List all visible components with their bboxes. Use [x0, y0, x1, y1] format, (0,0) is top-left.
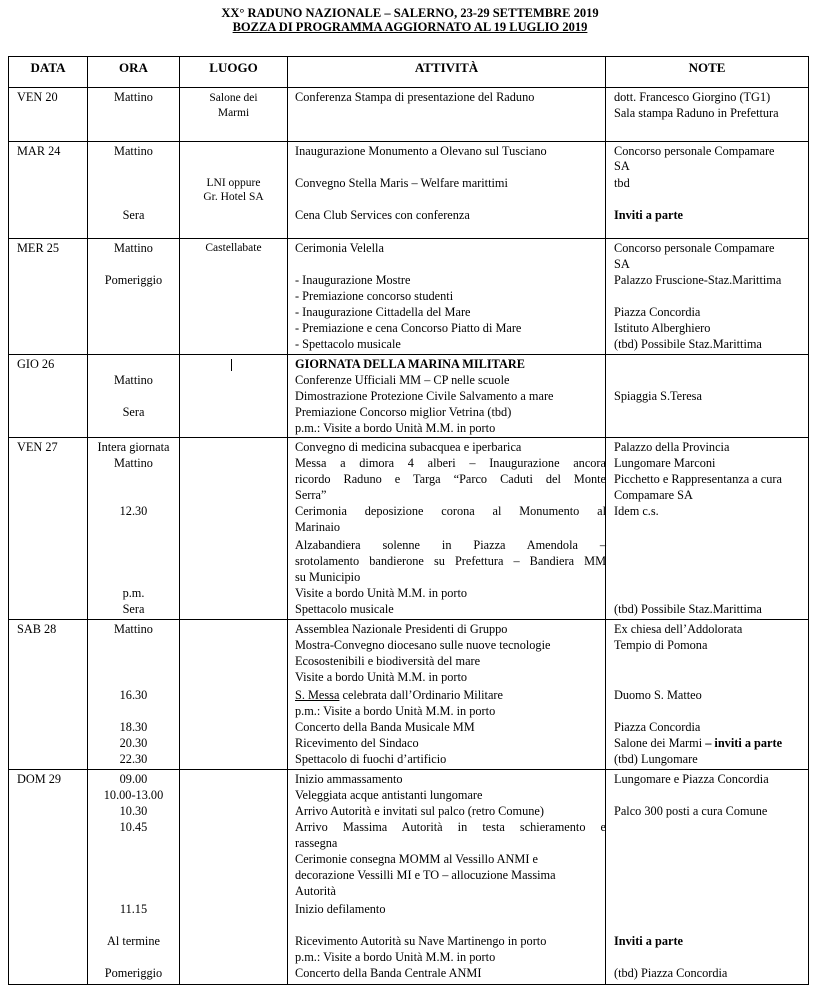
activity-text: p.m.: Visite a bordo Unità M.M. in porto [295, 421, 496, 435]
day-label: MAR 24 [17, 144, 61, 158]
time-cell [87, 770, 179, 984]
table-row [8, 87, 809, 142]
activity-text: Cerimonie consegna MOMM al Vessillo ANMI e [295, 852, 538, 866]
place-cell [179, 142, 287, 238]
note-cell [605, 355, 808, 437]
activity-text: - Inaugurazione Mostre [295, 273, 411, 287]
activity-text: Cerimonia Velella [295, 241, 384, 255]
note-text: Concorso personale Compamare [614, 241, 775, 255]
activity-text: Marinaio [295, 520, 341, 534]
activity-text: Messa a dimora 4 alberi – Inaugurazione ancora [295, 456, 606, 470]
table-row [8, 619, 809, 770]
column-header-note: NOTE [605, 57, 808, 87]
activity-text: Convegno Stella Maris – Welfare marittimi [295, 176, 508, 190]
day-label: GIO 26 [17, 357, 55, 371]
note-text: tbd [614, 176, 630, 190]
time-text: 22.30 [119, 752, 148, 766]
document-subtitle: BOZZA DI PROGRAMMA AGGIORNATO AL 19 LUGLIO 2019 [232, 20, 588, 34]
place-text: LNI oppure [206, 177, 261, 189]
activity-text: Cerimonia deposizione corona al Monumento al [295, 504, 606, 518]
activity-text: Dimostrazione Protezione Civile Salvamento a mare [295, 389, 554, 403]
activity-text: Mostra-Convegno diocesano sulle nuove tecnologie [295, 638, 551, 652]
note-text [614, 736, 782, 751]
time-text: Mattino [114, 90, 153, 104]
schedule-table [8, 57, 809, 985]
activity-text: Spettacolo di fuochi d’artificio [295, 752, 447, 766]
note-text: Inviti a parte [614, 934, 683, 948]
activity-text: ricordo Raduno e Targa “Parco Caduti del Monte [295, 472, 606, 486]
activity-text [295, 688, 503, 703]
place-cell [179, 88, 287, 141]
document-title: XX° RADUNO NAZIONALE – SALERNO, 23-29 SETTEMBRE 2019 [221, 6, 599, 20]
note-text: Inviti a parte [614, 208, 683, 222]
day-cell [9, 438, 87, 619]
activity-text: Conferenza Stampa di presentazione del Raduno [295, 90, 535, 104]
time-text: 18.30 [119, 720, 148, 734]
note-text: Tempio di Pomona [614, 638, 708, 652]
note-text: dott. Francesco Giorgino (TG1) [614, 90, 771, 104]
activity-text: srotolamento bandierone su Prefettura – Bandiera MM [295, 554, 606, 568]
place-cell [179, 355, 287, 437]
activity-text: Cena Club Services con conferenza [295, 208, 470, 222]
day-label: MER 25 [17, 241, 60, 255]
activity-text: - Inaugurazione Cittadella del Mare [295, 305, 471, 319]
day-cell [9, 142, 87, 238]
column-header-attivita: ATTIVITÀ [287, 57, 605, 87]
time-cell [87, 239, 179, 354]
place-cell [179, 239, 287, 354]
activity-text: Assemblea Nazionale Presidenti di Gruppo [295, 622, 508, 636]
table-row [8, 437, 809, 620]
activity-cell [287, 88, 605, 141]
table-row [8, 354, 809, 438]
activity-cell [287, 620, 605, 769]
invitation-text: – inviti a parte [705, 736, 783, 750]
activity-text: Inizio defilamento [295, 902, 386, 916]
time-text: 11.15 [119, 902, 148, 916]
column-header-data: DATA [30, 60, 66, 75]
time-text: Sera [122, 405, 145, 419]
note-text: Compamare SA [614, 488, 693, 502]
activity-text: Convegno di medicina subacquea e iperbarica [295, 440, 522, 454]
day-label: DOM 29 [17, 772, 62, 786]
place-text: Marmi [217, 107, 250, 119]
note-text: Concorso personale Compamare [614, 144, 775, 158]
time-text: 10.00-13.00 [103, 788, 164, 802]
text-cursor-mark [231, 359, 232, 371]
activity-text: Alzabandiera solenne in Piazza Amendola – [295, 538, 606, 552]
note-cell [605, 239, 808, 354]
activity-text: Autorità [295, 884, 336, 898]
table-row [8, 769, 809, 985]
note-text: SA [614, 257, 630, 271]
activity-text: - Spettacolo musicale [295, 337, 401, 351]
activity-text: Ricevimento Autorità su Nave Martinengo in porto [295, 934, 547, 948]
note-text: Duomo S. Matteo [614, 688, 702, 702]
note-text: Piazza Concordia [614, 305, 701, 319]
day-label: VEN 27 [17, 440, 58, 454]
time-text: 16.30 [119, 688, 148, 702]
activity-text: p.m.: Visite a bordo Unità M.M. in porto [295, 704, 496, 718]
time-text: Pomeriggio [104, 966, 163, 980]
activity-text: Premiazione Concorso miglior Vetrina (tbd) [295, 405, 512, 419]
activity-text: Visite a bordo Unità M.M. in porto [295, 586, 468, 600]
activity-text: Inizio ammassamento [295, 772, 403, 786]
activity-text: Serra” [295, 488, 327, 502]
column-header-ora: ORA [87, 57, 179, 87]
column-header-luogo: LUOGO [179, 57, 287, 87]
note-text: Lungomare e Piazza Concordia [614, 772, 769, 786]
time-cell [87, 355, 179, 437]
time-text: p.m. [122, 586, 145, 600]
activity-text: rassegna [295, 836, 338, 850]
activity-cell [287, 770, 605, 984]
note-text: Palazzo della Provincia [614, 440, 730, 454]
note-text: Piazza Concordia [614, 720, 701, 734]
time-text: 20.30 [119, 736, 148, 750]
time-text: Mattino [114, 622, 153, 636]
activity-text: Arrivo Autorità e invitati sul palco (retro Comune) [295, 804, 544, 818]
activity-text: - Premiazione e cena Concorso Piatto di Mare [295, 321, 522, 335]
time-text: 12.30 [119, 504, 148, 518]
note-cell [605, 438, 808, 619]
reception-place-text: Salone dei Marmi [614, 736, 703, 750]
note-cell [605, 142, 808, 238]
day-cell [9, 620, 87, 769]
time-cell [87, 88, 179, 141]
activity-cell [287, 239, 605, 354]
activity-text: Ricevimento del Sindaco [295, 736, 419, 750]
day-cell [9, 88, 87, 141]
activity-text: Veleggiata acque antistanti lungomare [295, 788, 483, 802]
note-text: (tbd) Lungomare [614, 752, 698, 766]
note-text: (tbd) Possibile Staz.Marittima [614, 602, 762, 616]
time-text: Mattino [114, 241, 153, 255]
place-cell [179, 438, 287, 619]
note-cell [605, 620, 808, 769]
note-text: Istituto Alberghiero [614, 321, 711, 335]
day-label: SAB 28 [17, 622, 57, 636]
note-text: (tbd) Possibile Staz.Marittima [614, 337, 762, 351]
activity-text: Spettacolo musicale [295, 602, 394, 616]
note-text: Idem c.s. [614, 504, 659, 518]
day-cell [9, 239, 87, 354]
activity-text: decorazione Vessilli MI e TO – allocuzione Massima [295, 868, 556, 882]
place-text: Castellabate [205, 242, 262, 254]
activity-text: Visite a bordo Unità M.M. in porto [295, 670, 468, 684]
time-text: Sera [122, 208, 145, 222]
time-text: Mattino [114, 373, 153, 387]
activity-text: su Municipio [295, 570, 361, 584]
activity-text: p.m.: Visite a bordo Unità M.M. in porto [295, 950, 496, 964]
time-cell [87, 142, 179, 238]
activity-text: Concerto della Banda Musicale MM [295, 720, 475, 734]
note-text: Lungomare Marconi [614, 456, 716, 470]
activity-text: Concerto della Banda Centrale ANMI [295, 966, 482, 980]
note-text: (tbd) Piazza Concordia [614, 966, 728, 980]
note-text: Sala stampa Raduno in Prefettura [614, 106, 779, 120]
activity-cell [287, 438, 605, 619]
time-text: 10.45 [119, 820, 148, 834]
note-text: SA [614, 159, 630, 173]
mass-link-text: S. Messa [295, 688, 340, 702]
day-cell [9, 770, 87, 984]
activity-text: Arrivo Massima Autorità in testa schieramento e [295, 820, 606, 834]
note-cell [605, 88, 808, 141]
time-text: Sera [122, 602, 145, 616]
time-text: Mattino [114, 456, 153, 470]
note-text: Spiaggia S.Teresa [614, 389, 702, 403]
activity-text: Conferenze Ufficiali MM – CP nelle scuole [295, 373, 510, 387]
table-header-row [8, 56, 809, 88]
place-text: Salone dei [209, 92, 258, 104]
activity-cell [287, 355, 605, 437]
time-text: Al termine [107, 934, 160, 948]
activity-text: Ecosostenibili e biodiversità del mare [295, 654, 481, 668]
note-text: Palazzo Fruscione-Staz.Marittima [614, 273, 782, 287]
day-label: VEN 20 [17, 90, 58, 104]
time-text: 09.00 [119, 772, 148, 786]
note-text: Picchetto e Rappresentanza a cura [614, 472, 782, 486]
table-row [8, 141, 809, 239]
time-text: Pomeriggio [104, 273, 163, 287]
place-cell [179, 770, 287, 984]
mass-text: celebrata dall’Ordinario Militare [342, 688, 503, 702]
time-text: Mattino [114, 144, 153, 158]
note-text: Ex chiesa dell’Addolorata [614, 622, 743, 636]
activity-text: Inaugurazione Monumento a Olevano sul Tusciano [295, 144, 547, 158]
day-cell [9, 355, 87, 437]
time-text: Intera giornata [97, 440, 170, 454]
activity-cell [287, 142, 605, 238]
time-text: 10.30 [119, 804, 148, 818]
note-text: Palco 300 posti a cura Comune [614, 804, 768, 818]
activity-text: GIORNATA DELLA MARINA MILITARE [295, 357, 525, 371]
place-cell [179, 620, 287, 769]
activity-text: - Premiazione concorso studenti [295, 289, 454, 303]
note-cell [605, 770, 808, 984]
place-text: Gr. Hotel SA [203, 191, 264, 203]
time-cell [87, 438, 179, 619]
table-row [8, 238, 809, 355]
time-cell [87, 620, 179, 769]
